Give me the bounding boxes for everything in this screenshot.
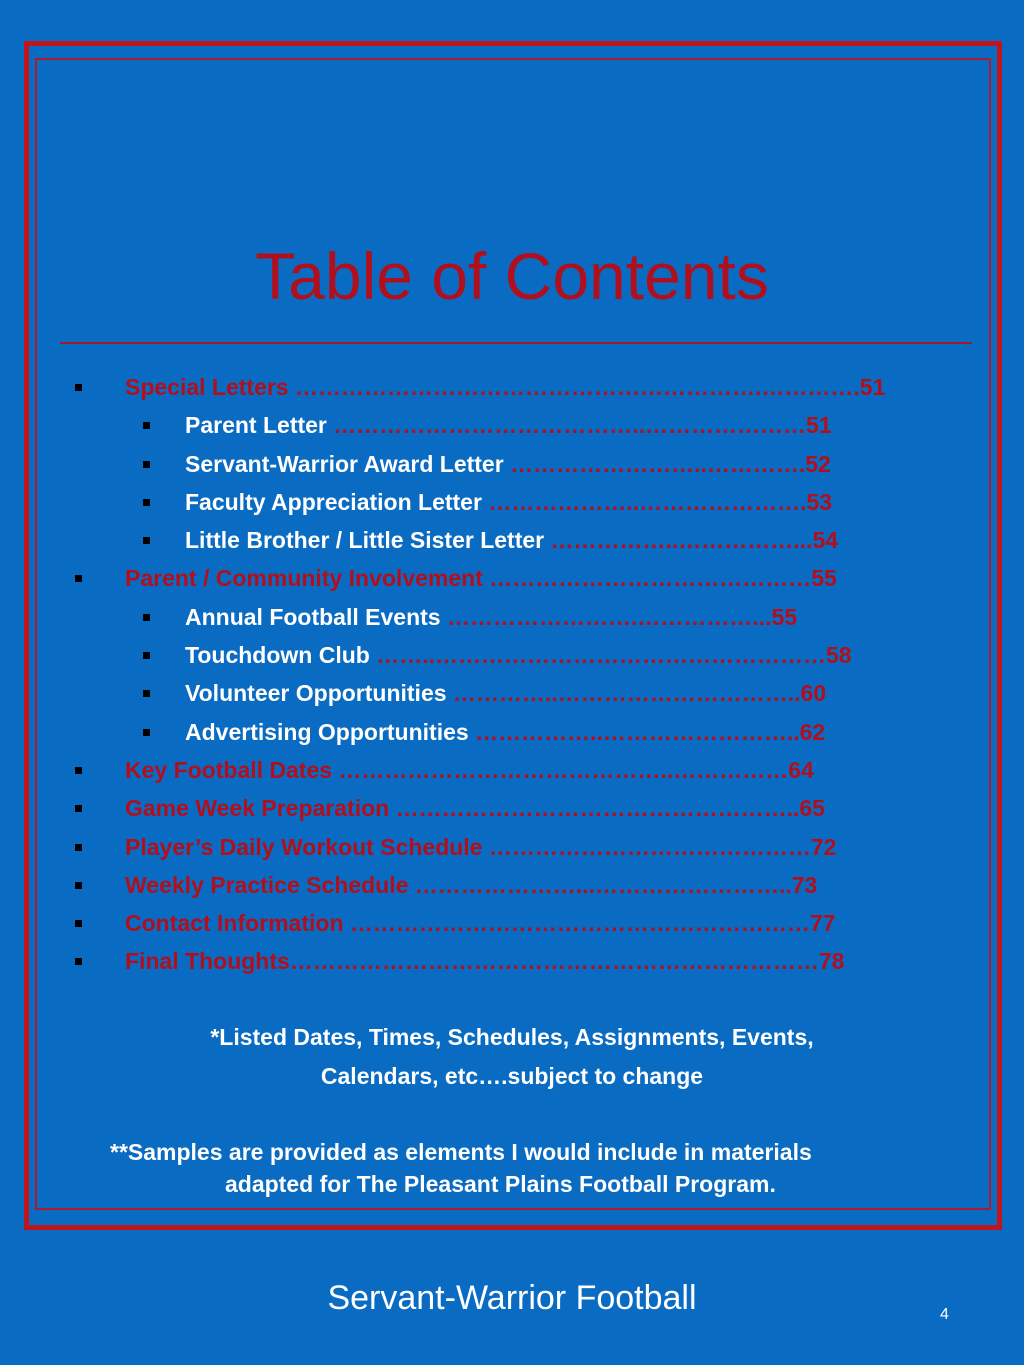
square-bullet-icon xyxy=(75,575,82,582)
toc-entry-label: Parent / Community Involvement xyxy=(125,565,483,592)
square-bullet-icon xyxy=(75,882,82,889)
footer-title: Servant-Warrior Football xyxy=(327,1279,697,1317)
toc-entry-label: Final Thoughts xyxy=(125,948,290,975)
square-bullet-icon xyxy=(143,461,150,468)
toc-entry-page: ……………………………………………………………78 xyxy=(289,948,845,975)
toc-entry-page: ……………………………………72 xyxy=(482,833,837,860)
square-bullet-icon xyxy=(143,499,150,506)
toc-entry[interactable] xyxy=(0,598,1024,636)
toc-entry-page: …………………….……………...55 xyxy=(440,603,798,630)
toc-entry-label: Touchdown Club xyxy=(185,642,370,669)
square-bullet-icon xyxy=(143,690,150,697)
title-divider xyxy=(60,342,972,344)
toc-entry-label: Key Football Dates xyxy=(125,756,333,783)
toc-entry-page: ……………..……………………..62 xyxy=(468,718,826,745)
toc-entry-page: ……………………………………55 xyxy=(482,565,837,592)
toc-entry[interactable] xyxy=(0,713,1024,751)
toc-entry[interactable] xyxy=(0,904,1024,942)
toc-entry[interactable] xyxy=(0,751,1024,789)
disclaimer-line-2: Calendars, etc….subject to change xyxy=(320,1063,704,1089)
square-bullet-icon xyxy=(75,920,82,927)
toc-entry-page: …………..…………………………..60 xyxy=(446,680,827,707)
toc-entry-page: ……………………………………………………77 xyxy=(343,910,836,937)
toc-entry-label: Faculty Appreciation Letter xyxy=(185,488,482,515)
toc-entry-label: Contact Information xyxy=(125,910,344,937)
toc-entry-label: Volunteer Opportunities xyxy=(185,680,447,707)
toc-entry-page: …………………...……………………..73 xyxy=(408,871,818,898)
square-bullet-icon xyxy=(143,422,150,429)
toc-entry-page: ……………..……………...54 xyxy=(544,527,839,554)
toc-entry[interactable] xyxy=(0,866,1024,904)
toc-entry-page: ……………………..………….52 xyxy=(503,450,831,477)
samples-note-line-1: **Samples are provided as elements I would include in materials xyxy=(110,1139,812,1165)
toc-entry-page: ……..……………………………………………58 xyxy=(369,642,852,669)
toc-entry-page: …………………………………………………….………….51 xyxy=(288,374,886,400)
toc-entry-page: …………………………………..…………………51 xyxy=(326,412,832,439)
toc-entry-label: Game Week Preparation xyxy=(125,795,390,822)
toc-entry-label: Little Brother / Little Sister Letter xyxy=(185,527,545,554)
table-of-contents xyxy=(0,368,1024,981)
disclaimer-line-1: *Listed Dates, Times, Schedules, Assignments, Events, xyxy=(210,1024,814,1050)
toc-entry-label: Weekly Practice Schedule xyxy=(125,871,409,898)
toc-entry[interactable] xyxy=(0,521,1024,559)
samples-note-line-2: adapted for The Pleasant Plains Football Program. xyxy=(225,1171,776,1197)
square-bullet-icon xyxy=(143,652,150,659)
toc-entry-page: ……………………………………………..65 xyxy=(389,795,825,822)
toc-entry[interactable] xyxy=(0,559,1024,597)
toc-entry[interactable] xyxy=(0,368,1024,406)
page-number: 4 xyxy=(940,1306,949,1323)
toc-entry[interactable] xyxy=(0,483,1024,521)
square-bullet-icon xyxy=(75,384,82,391)
toc-entry-page: ………………..………………….53 xyxy=(481,488,833,515)
toc-entry-page: ……………………………………..……………64 xyxy=(332,756,814,783)
square-bullet-icon xyxy=(75,767,82,774)
toc-entry[interactable] xyxy=(0,942,1024,980)
page-title: Table of Contents xyxy=(255,239,769,313)
toc-entry[interactable] xyxy=(0,445,1024,483)
toc-entry-label: Parent Letter xyxy=(185,412,327,439)
square-bullet-icon xyxy=(75,958,82,965)
toc-entry-label: Annual Football Events xyxy=(185,603,441,630)
toc-entry[interactable] xyxy=(0,789,1024,827)
toc-entry-label: Advertising Opportunities xyxy=(185,718,469,745)
toc-entry-label: Servant-Warrior Award Letter xyxy=(185,450,504,477)
toc-entry[interactable] xyxy=(0,636,1024,674)
square-bullet-icon xyxy=(143,537,150,544)
square-bullet-icon xyxy=(143,729,150,736)
toc-entry-label: Player’s Daily Workout Schedule xyxy=(125,833,483,860)
samples-note xyxy=(110,1136,940,1200)
toc-entry[interactable] xyxy=(0,828,1024,866)
toc-entry[interactable] xyxy=(0,406,1024,444)
square-bullet-icon xyxy=(75,844,82,851)
toc-entry-label: Special Letters xyxy=(125,374,289,400)
square-bullet-icon xyxy=(143,614,150,621)
toc-entry[interactable] xyxy=(0,674,1024,712)
square-bullet-icon xyxy=(75,805,82,812)
